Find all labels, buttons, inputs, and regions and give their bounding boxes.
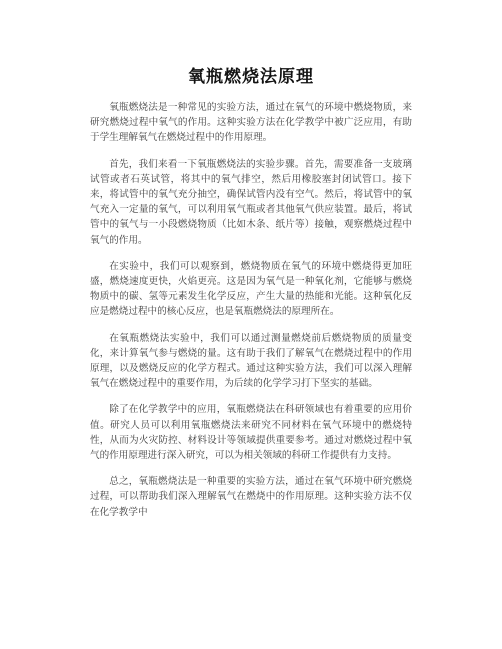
paragraph-6: 总之，氧瓶燃烧法是一种重要的实验方法，通过在氧气环境中研究燃烧过程，可以帮助我们深入理解氧气在燃烧中的作用原理。这种实验方法不仅在化学教学中 [90, 476, 412, 518]
paragraph-4: 在氧瓶燃烧法实验中，我们可以通过测量燃烧前后燃烧物质的质量变化，来计算氧气参与燃烧的量。这有助于我们了解氧气在燃烧过程中的作用原理，以及燃烧反应的化学方程式。通过这种实验方法，我们可以深入理解氧气在燃烧过程中的重要作用，为后续的化学学习打下坚实的基础。 [90, 332, 412, 390]
document-body [90, 100, 412, 531]
paragraph-5: 除了在化学教学中的应用，氧瓶燃烧法在科研领域也有着重要的应用价值。研究人员可以利用氧瓶燃烧法来研究不同材料在氧气环境中的燃烧特性，从而为火灾防控、材料设计等领域提供重要参考。通过对燃烧过程中氧气的作用原理进行深入研究，可以为相关领域的科研工作提供有力支持。 [90, 404, 412, 462]
paragraph-3: 在实验中，我们可以观察到，燃烧物质在氧气的环境中燃烧得更加旺盛，燃烧速度更快，火焰更亮。这是因为氧气是一种氧化剂，它能够与燃烧物质中的碳、氢等元素发生化学反应，产生大量的热能和光能。这种氧化反应是燃烧过程中的核心反应，也是氧瓶燃烧法的原理所在。 [90, 260, 412, 318]
paragraph-2: 首先，我们来看一下氧瓶燃烧法的实验步骤。首先，需要准备一支玻璃试管或者石英试管，将其中的氧气排空，然后用橡胶塞封闭试管口。接下来，将试管中的氧气充分抽空，确保试管内没有空气。然后，将试管中的氧气充入一定量的氧气，可以利用氧气瓶或者其他氧气供应装置。最后，将试管中的氧气与一小段燃烧物质（比如木条、纸片等）接触，观察燃烧过程中氧气的作用。 [90, 158, 412, 246]
paragraph-1: 氧瓶燃烧法是一种常见的实验方法，通过在氧气的环境中燃烧物质，来研究燃烧过程中氧气的作用。这种实验方法在化学教学中被广泛应用，有助于学生理解氧气在燃烧过程中的作用原理。 [90, 102, 412, 144]
document-title: 氧瓶燃烧法原理 [188, 67, 314, 87]
